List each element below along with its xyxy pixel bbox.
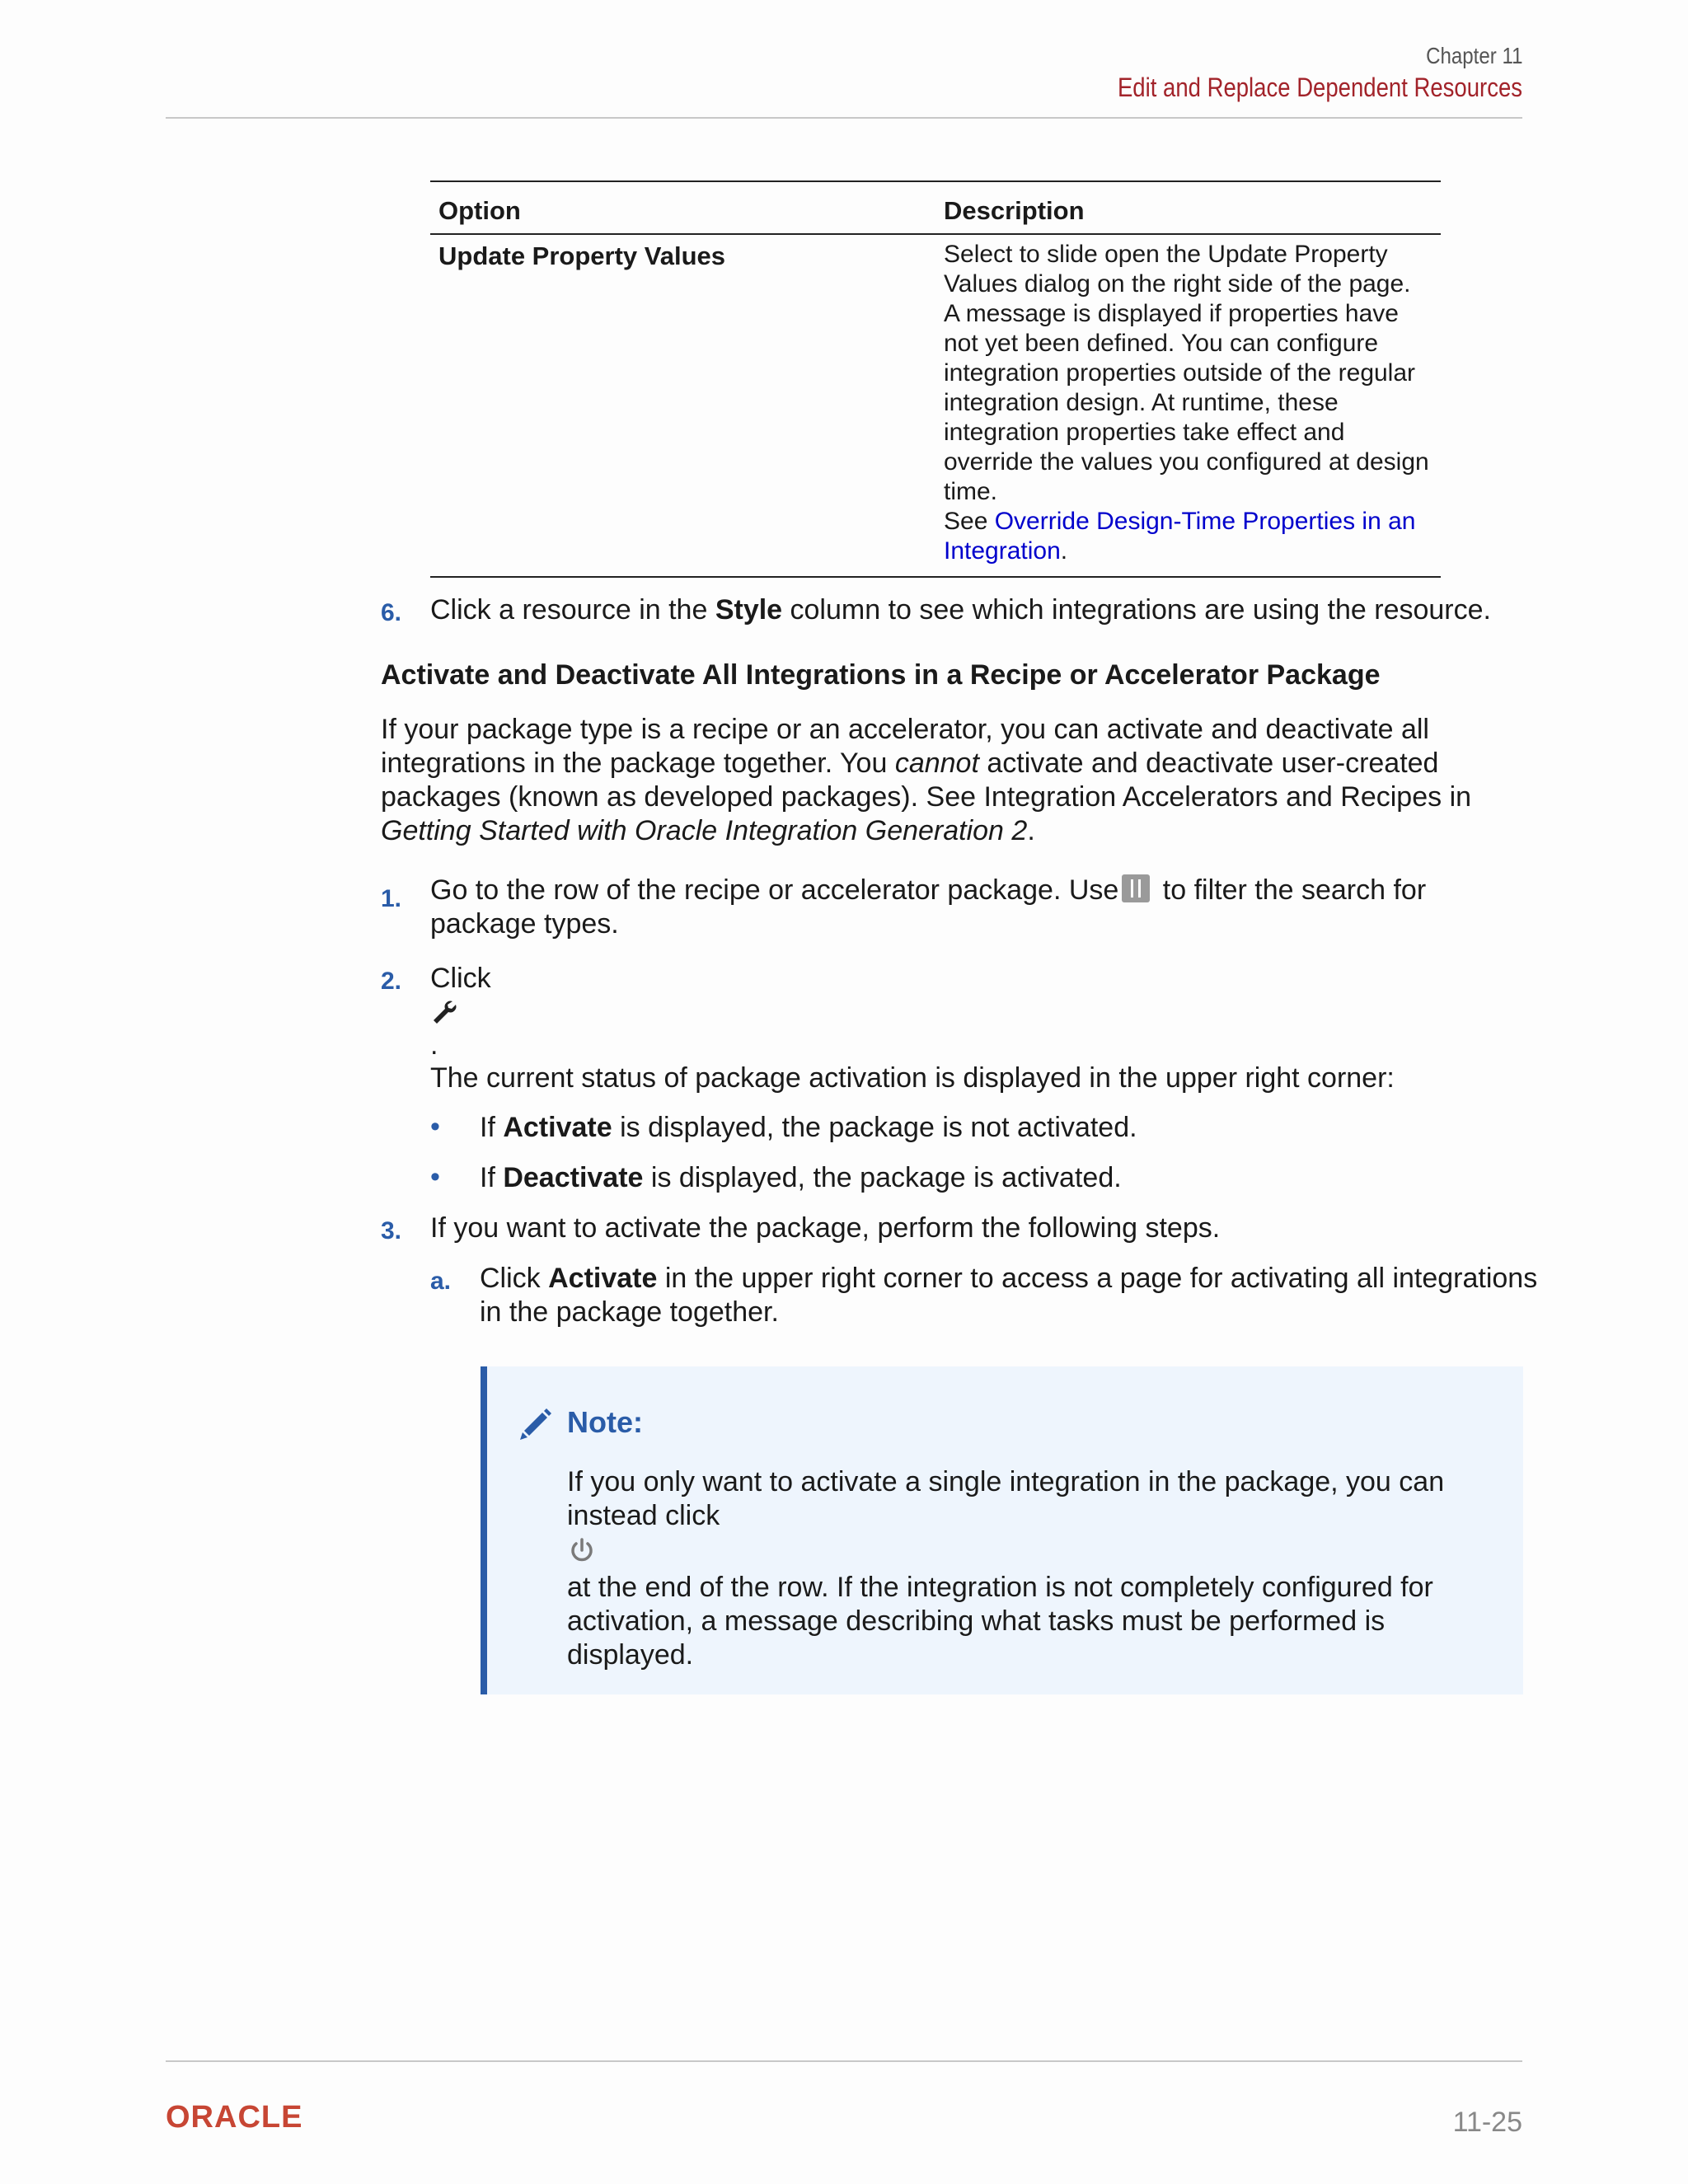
style-column-term: Style [715,594,783,626]
description-line: Select to slide open the Update Property [944,241,1388,268]
book-title: Getting Started with Oracle Integration Generation 2 [381,815,1028,846]
bullet-text: is displayed, the package is not activated. [612,1112,1137,1143]
description-line: A message is displayed if properties have [944,300,1399,327]
table-header-option: Option [438,196,521,225]
table-header-rule [430,233,1441,235]
oracle-logo-text: ORACLE [166,2102,303,2130]
description-line: integration properties outside of the regular [944,359,1416,387]
description-line: Values dialog on the right side of the page. [944,270,1411,298]
note-line: If you only want to activate a single integration in the package, you can [567,1466,1445,1497]
step-6-text [430,593,1491,627]
page-number: 11-25 [1452,2107,1522,2138]
bullet-text: If [480,1112,504,1143]
step-2-period: . [430,1029,438,1061]
para-line [381,814,1535,848]
see-line [944,507,1442,537]
step-1-line [430,874,1526,907]
note-line: activation, a message describing what tasks must be performed is [567,1605,1386,1637]
step-2-click: Click [430,963,491,994]
header-divider [166,117,1522,119]
section-title: Edit and Replace Dependent Resources [1117,73,1522,102]
section-heading: Activate and Deactivate All Integrations in a Recipe or Accelerator Package [381,659,1381,691]
step-1-text [430,874,1526,941]
override-properties-link-cont[interactable]: Integration [944,537,1061,565]
para-line [381,747,1535,780]
status-line: The current status of package activation is displayed in the upper right corner: [430,1062,1395,1094]
table-bottom-rule [430,576,1441,578]
description-line: integration properties take effect and [944,419,1345,446]
table-top-rule [430,180,1441,182]
para-line: packages (known as developed packages). See Integration Accelerators and Recipes in [381,781,1472,813]
deactivate-term: Deactivate [503,1162,644,1193]
description-line: not yet been defined. You can configure [944,330,1379,357]
note-line: displayed. [567,1639,694,1671]
description-line: override the values you configured at design [944,448,1429,476]
substep-text: in the upper right corner to access a page for activating all integrations [657,1263,1538,1294]
activate-term: Activate [503,1112,612,1143]
substep-a-text [480,1262,1538,1329]
note-text [567,1465,1474,1672]
bullet-icon: • [430,1111,440,1142]
activate-term: Activate [548,1263,658,1294]
para-text: . [1027,815,1035,846]
para-line: If your package type is a recipe or an accelerator, you can activate and deactivate all [381,714,1429,745]
description-line: integration design. At runtime, these [944,389,1339,416]
power-icon[interactable] [567,1533,1474,1571]
substep-text: Click [480,1263,549,1294]
chapter-label: Chapter 11 [1425,43,1522,68]
see-suffix: . [1060,537,1068,565]
see-line-2 [944,537,1442,566]
note-line: instead click [567,1500,720,1531]
intro-paragraph [381,713,1535,848]
bullet-deactivate [480,1161,1122,1195]
footer-divider [166,2060,1522,2062]
step-number: 2. [381,968,402,995]
bullet-text: is displayed, the package is activated. [643,1162,1122,1193]
step-6-pre: Click a resource in the [430,594,715,626]
note-line: at the end of the row. If the integration is not completely configured for [567,1572,1433,1603]
bullet-icon: • [430,1161,440,1193]
wrench-icon[interactable] [430,999,458,1031]
step-3-text: If you want to activate the package, perform the following steps. [430,1212,1221,1244]
substep-letter: a. [430,1268,452,1295]
table-cell-option: Update Property Values [438,241,726,270]
table-cell-description [944,240,1442,566]
override-properties-link[interactable]: Override Design-Time Properties in an [994,508,1416,535]
oracle-logo [166,2102,349,2135]
step-1-post: to filter the search for [1155,874,1427,906]
step-number: 1. [381,885,402,912]
filter-icon[interactable] [1122,874,1150,902]
substep-a-line [480,1262,1538,1296]
bullet-activate [480,1111,1137,1145]
note-title: Note: [567,1405,643,1439]
step-1-pre: Go to the row of the recipe or accelerator package. Use [430,874,1119,906]
para-text: integrations in the package together. You [381,748,895,779]
cannot-emphasis: cannot [894,748,979,779]
description-line: time. [944,478,998,505]
substep-a-line-2: in the package together. [480,1296,779,1328]
pencil-icon [518,1406,554,1446]
para-text: activate and deactivate user-created [978,748,1439,779]
step-6-post: column to see which integrations are using the resource. [782,594,1491,626]
step-number: 3. [381,1217,402,1244]
table-header-description: Description [944,196,1085,225]
see-prefix: See [944,508,995,535]
bullet-text: If [480,1162,504,1193]
step-1-line-2: package types. [430,908,619,940]
step-number: 6. [381,599,402,626]
